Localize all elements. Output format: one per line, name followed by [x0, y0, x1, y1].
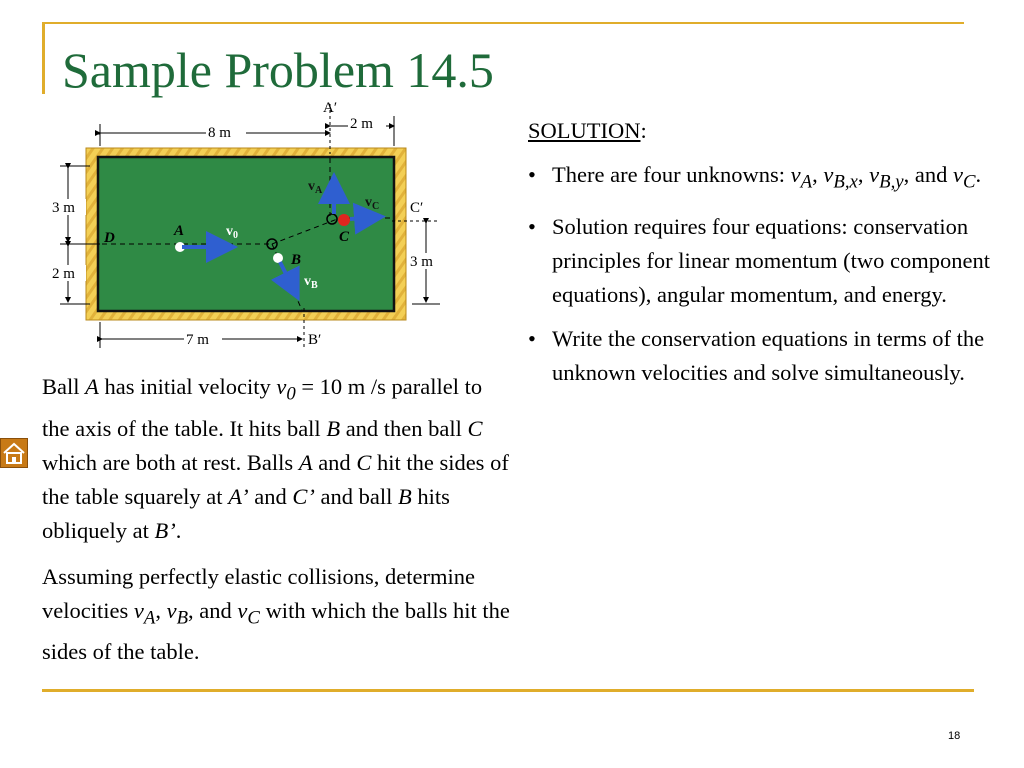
problem-paragraph-2: Assuming perfectly elastic collisions, determine velocities $v_A$, $v_B$, and $v_C$ with which the balls hit the sides of the table. — [42, 563, 510, 664]
label-c-prime: C′ — [410, 200, 424, 216]
home-glyph-icon — [1, 439, 27, 467]
label-ball-b: B — [291, 252, 302, 268]
solution-heading: SOLUTION: — [528, 118, 647, 143]
billiard-table-diagram — [40, 96, 450, 358]
arrow-vc — [350, 217, 378, 219]
problem-statement — [42, 370, 512, 681]
frame-left-line — [42, 22, 45, 94]
label-d: D — [104, 230, 115, 246]
label-8m: 8 m — [208, 125, 231, 141]
label-ball-c: C — [339, 229, 350, 245]
problem-paragraph-1: Ball A has initial velocity $v_0 = 10$ m /s parallel to the axis of the table. It hits ball B and then ball C which are both at rest. Balls A and C hit the sides of the table squarely at A’ and C’ and ball B hits obliquely at B’. — [42, 374, 509, 543]
frame-bottom-line — [42, 689, 974, 692]
label-a-prime: A′ — [323, 100, 338, 116]
slide-title: Sample Problem 14.5 — [62, 42, 494, 98]
solution-list — [528, 158, 1018, 390]
frame-top-line — [42, 22, 964, 24]
label-b-prime: B′ — [308, 332, 322, 348]
solution-bullet-1: • There are four unknowns: $v_A$, $v_{B,x}$, $v_{B,y}$, and $v_C$. — [528, 162, 982, 193]
label-2m-top: 2 m — [350, 116, 373, 132]
label-left-3m: 3 m — [52, 200, 75, 216]
solution-bullet-2: • Solution requires four equations: conservation principles for linear momentum (two component equations), angular momentum, and energy. — [528, 213, 991, 307]
label-vb: $v_B$ — [304, 274, 318, 291]
label-right-3m: 3 m — [410, 254, 433, 270]
label-va: $v_A$ — [308, 179, 323, 196]
label-v0: $v_0$ — [226, 224, 238, 241]
label-left-2m: 2 m — [52, 266, 75, 282]
page-number: 18 — [948, 730, 961, 742]
solution-bullet-3: • Write the conservation equations in terms of the unknown velocities and solve simultaneously. — [528, 325, 985, 385]
label-vc: $v_C$ — [365, 195, 380, 212]
solution-section — [528, 114, 1018, 400]
ball-c — [338, 214, 350, 226]
label-ball-a: A — [174, 223, 185, 239]
table-felt — [98, 157, 394, 311]
home-icon[interactable] — [0, 438, 28, 468]
label-7m: 7 m — [186, 332, 209, 348]
